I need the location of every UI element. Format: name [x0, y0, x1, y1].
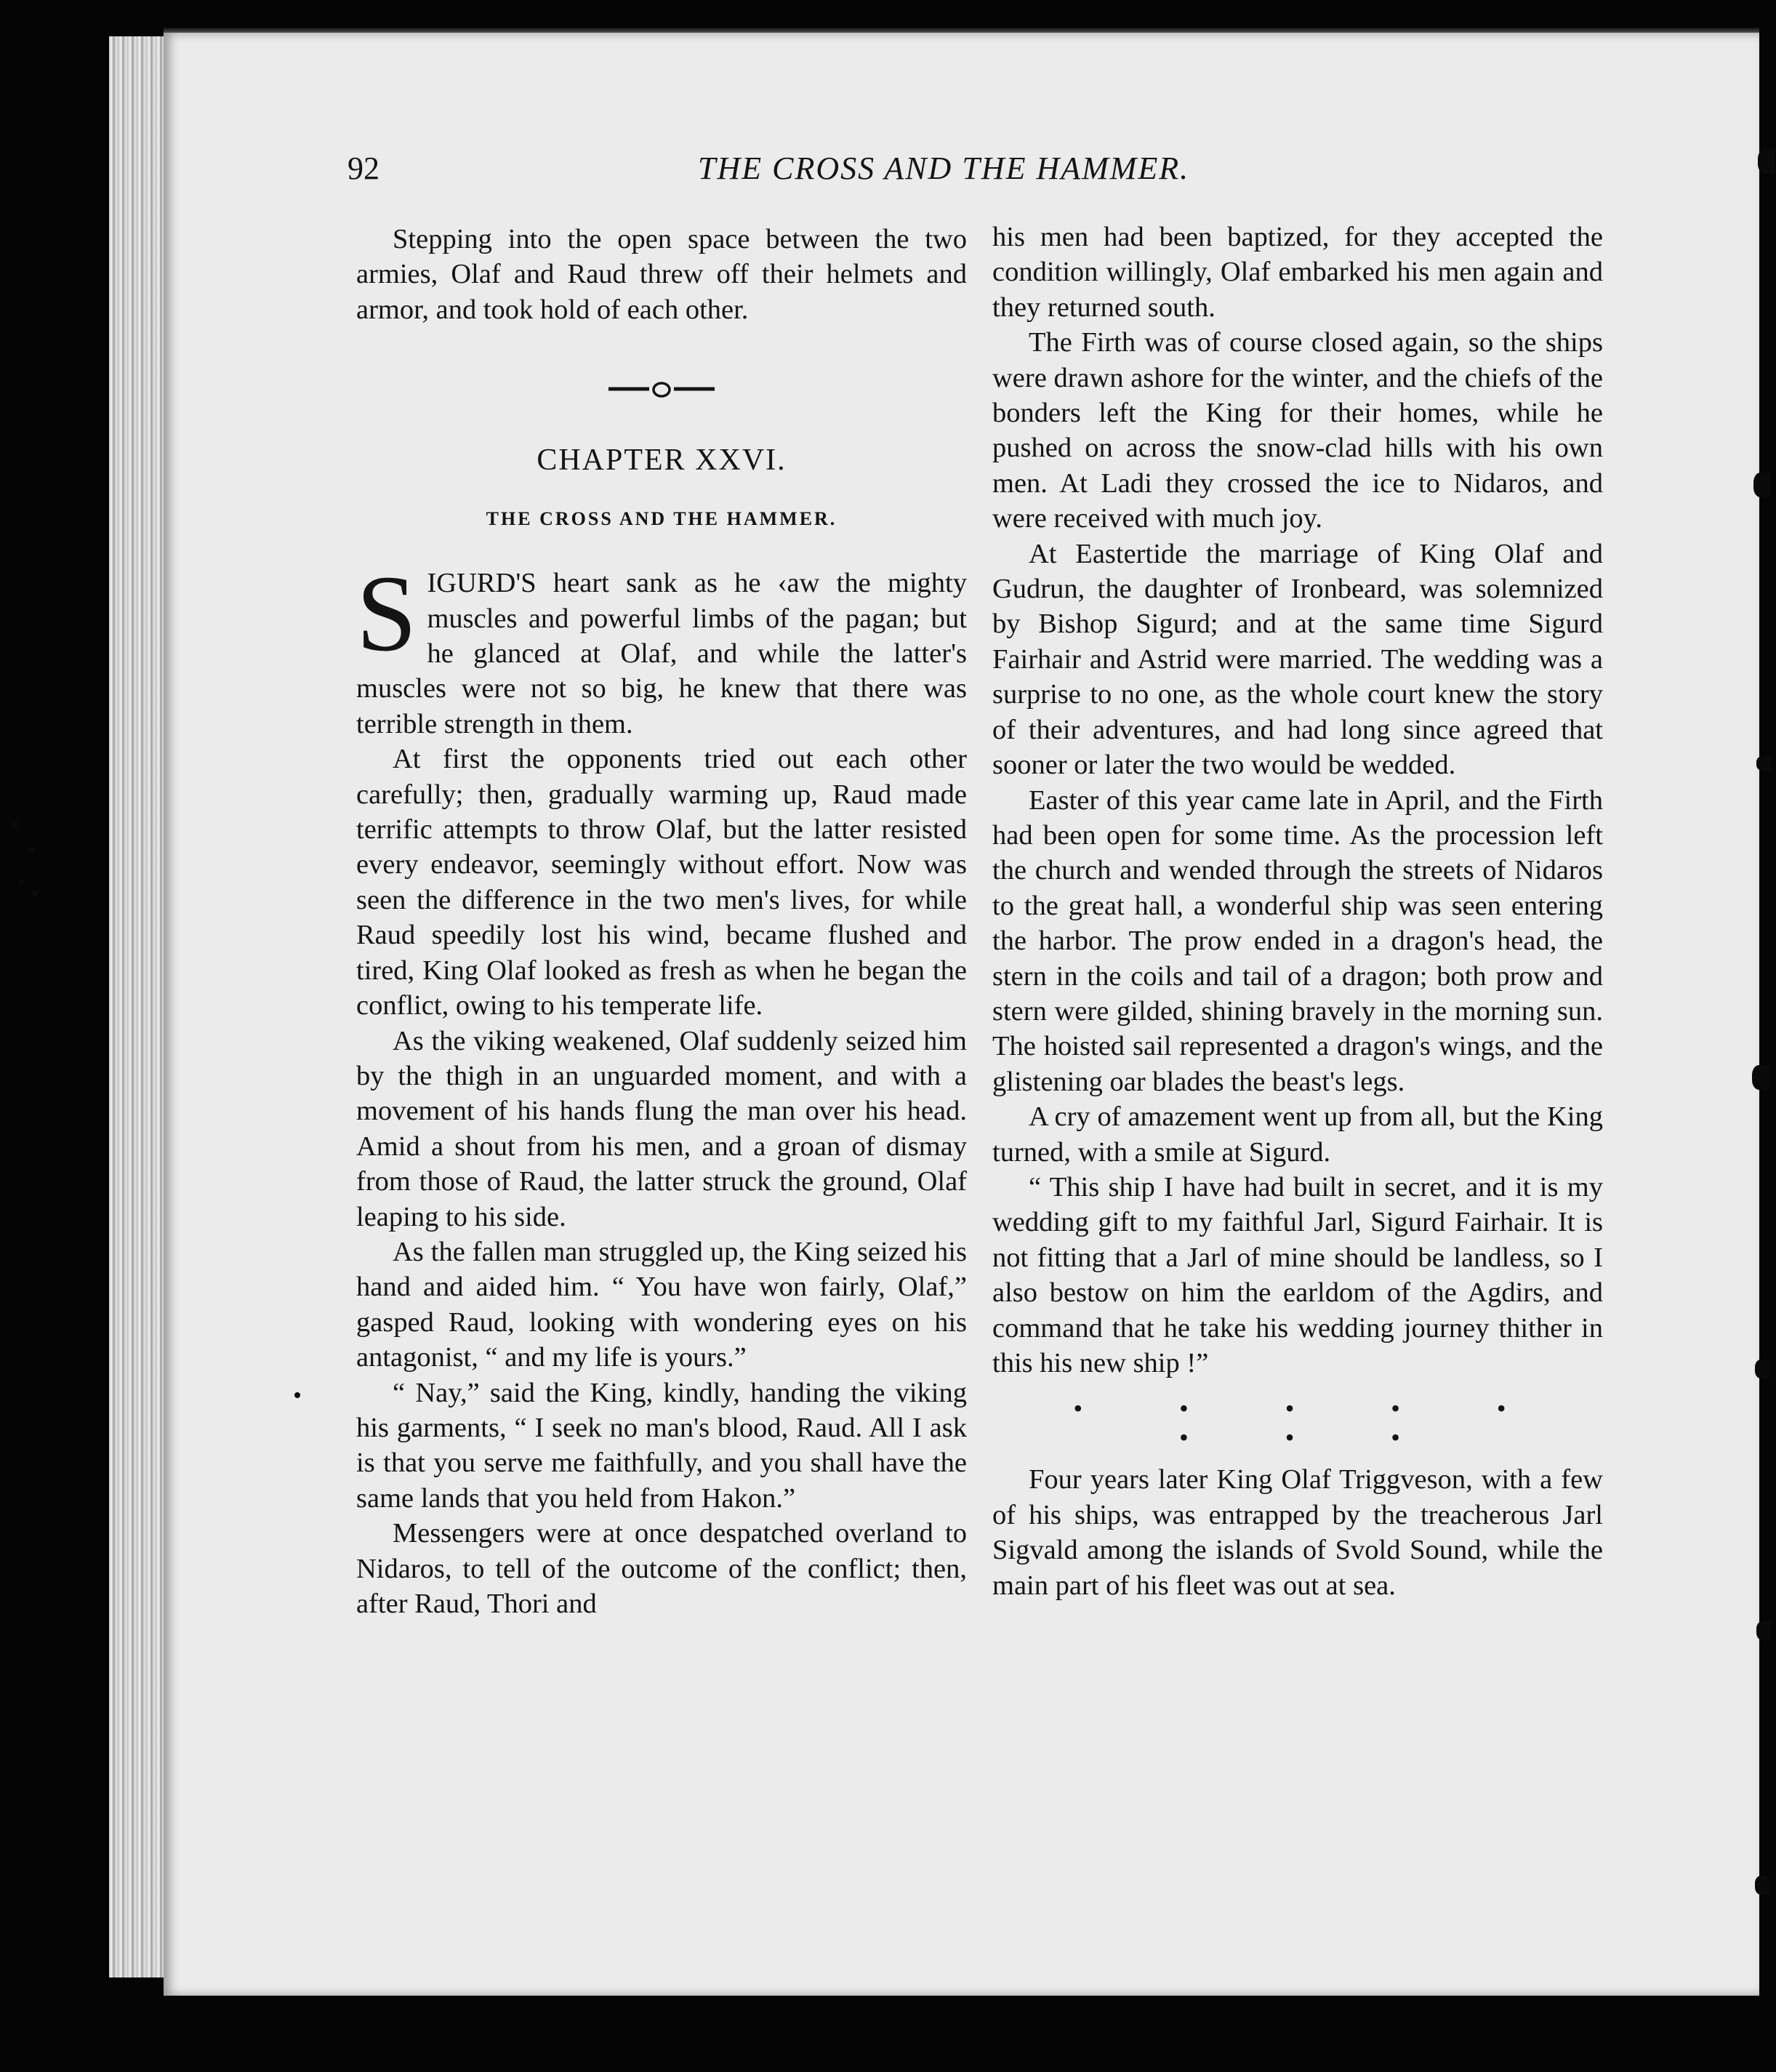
body-paragraph: Easter of this year came late in April, and the Firth had been open for some time. As the procession left the church and wended through the streets of Nidaros to the great hall, a wonderful ship was seen entering the harbor. The prow ended in a dragon's head, the stern in the coils and tail of a dragon; both prow and stern were gilded, shining bravely in the morning sun. The hoisted sail represented a dragon's wings, and the glistening oar blades the beast's legs.: [992, 784, 1603, 1097]
body-paragraph: The Firth was of course closed again, so the ships were drawn ashore for the winter, and the chiefs of the bonders left the King for their homes, while he pushed on across the snow-clad hills with his own men. At Ladi they crossed the ice to Nidaros, and were received with much joy.: [992, 327, 1603, 534]
scan-edge-mark: [1756, 1621, 1771, 1640]
scan-speck: [19, 880, 23, 884]
closing-paragraph: Four years later King Olaf Triggveson, with a few of his ships, was entrapped by the treacherous Jarl Sigvald among the islands of Svold Sound, while the main part of his fleet was out at sea.: [992, 1464, 1603, 1601]
scan-speck: [29, 847, 36, 852]
continued-paragraph: his men had been baptized, for they accepted the condition willingly, Olaf embarked his men again and they returned south.: [992, 222, 1603, 323]
scan-edge-mark: [1755, 1360, 1769, 1378]
scan-speck: [13, 822, 18, 827]
chapter-subtitle: THE CROSS AND THE HAMMER.: [486, 508, 837, 530]
scan-speck: [294, 1392, 300, 1398]
scan-edge-mark: [1756, 756, 1771, 771]
scan-edge-mark: [1755, 1876, 1769, 1895]
drop-cap: S: [356, 553, 417, 675]
body-paragraph: “ This ship I have had built in secret, and it is my wedding gift to my faithful Jarl, Sigurd Fairhair. It is not fitting that a Jarl of mine should be landless, so I also bestow on him the earldom of the Agdirs, and command that he take his wedding journey thither in this his new ship !”: [992, 1171, 1603, 1378]
left-column: [356, 222, 967, 1621]
opening-paragraph-text: IGURD'S heart sank as he ‹aw the mighty muscles and powerful limbs of the pagan; but he glanced at Olaf, and while the latter's muscles were not so big, he knew that there was terrible strength in them.: [356, 568, 967, 739]
body-paragraph: Messengers were at once despatched overland to Nidaros, to tell of the outcome of the conflict; then, after Raud, Thori and: [356, 1518, 967, 1619]
body-paragraph: As the viking weakened, Olaf suddenly seized him by the thigh in an unguarded moment, and with a movement of his hands flung the man over his head. Amid a shout from his men, and a groan of dismay from those of Raud, the latter struck the ground, Olaf leaping to his side.: [356, 1025, 967, 1232]
running-head: [347, 150, 1267, 193]
opening-paragraph: [356, 553, 967, 742]
section-break: • • • • • • • •: [1073, 1394, 1551, 1453]
right-column: [992, 220, 1603, 1603]
scan-speck: [32, 891, 38, 896]
page-number: 92: [347, 150, 379, 186]
body-paragraph: At first the opponents tried out each other carefully; then, gradually warming up, Raud made terrific attempts to throw Olaf, but the latter resisted every endeavor, seemingly without effort. Now was seen the difference in the two men's lives, for while Raud speedily lost his wind, became flushed and tired, King Olaf looked as fresh as when he began the conflict, owing to his temperate life.: [356, 744, 967, 1021]
intro-paragraph: Stepping into the open space between the two armies, Olaf and Raud threw off their helmets and armor, and took hold of each other.: [356, 224, 967, 325]
scan-edge-mark: [1758, 149, 1775, 174]
chapter-ornament: [607, 378, 716, 400]
body-paragraph: At Eastertide the marriage of King Olaf and Gudrun, the daughter of Ironbeard, was solemnized by Bishop Sigurd; and at the same time Sigurd Fairhair and Astrid were married. The wedding was a surprise to no one, as the whole court knew the story of their adventures, and had long since agreed that sooner or later the two would be wedded.: [992, 538, 1603, 781]
scan-edge-mark: [1753, 473, 1771, 497]
body-paragraph: As the fallen man struggled up, the King seized his hand and aided him. “ You have won fairly, Olaf,” gasped Raud, looking with wondering eyes on his antagonist, “ and my life is yours.”: [356, 1236, 967, 1373]
body-paragraph: A cry of amazement went up from all, but the King turned, with a smile at Sigurd.: [992, 1101, 1603, 1168]
running-title: THE CROSS AND THE HAMMER.: [698, 150, 1190, 186]
scan-edge-mark: [1752, 1065, 1769, 1090]
chapter-title: CHAPTER XXVI.: [537, 443, 787, 478]
body-paragraph: “ Nay,” said the King, kindly, handing the viking his garments, “ I seek no man's blood, Raud. All I ask is that you serve me faithfully, and you shall have the same lands that you held from Hakon.”: [356, 1377, 967, 1514]
